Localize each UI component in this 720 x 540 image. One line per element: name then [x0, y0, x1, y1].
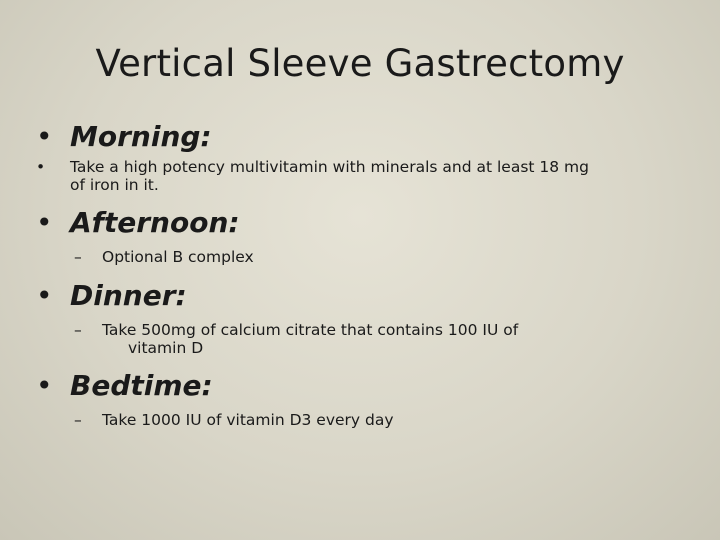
sub-afternoon [36, 249, 696, 267]
bullet-icon: • [36, 206, 53, 240]
dinner-detail-line2: vitamin D [128, 338, 204, 357]
heading-afternoon: Afternoon: [70, 206, 240, 240]
bullet-icon: • [36, 369, 53, 403]
dinner-detail-line1: Take 500mg of calcium citrate that contains 100 IU of [102, 320, 519, 339]
bullet-icon: • [36, 157, 46, 176]
morning-detail-line2: of iron in it. [70, 175, 159, 194]
bullet-icon: • [36, 120, 53, 153]
morning-detail-line1: Take a high potency multivitamin with minerals and at least 18 mg [70, 157, 589, 176]
bullet-afternoon [36, 208, 696, 239]
afternoon-detail: Optional B complex [102, 248, 254, 267]
bullet-morning [36, 122, 696, 153]
dash-icon: – [74, 411, 82, 430]
slide-body [36, 122, 696, 430]
bullet-bedtime [36, 371, 696, 402]
heading-bedtime: Bedtime: [70, 369, 213, 403]
dash-icon: – [74, 320, 82, 339]
sub-bedtime [36, 412, 696, 430]
dash-icon: – [74, 248, 82, 267]
sub-dinner [36, 322, 696, 358]
heading-dinner: Dinner: [70, 279, 187, 313]
bullet-icon: • [36, 279, 53, 313]
bullet-morning-detail [36, 159, 696, 195]
bedtime-detail: Take 1000 IU of vitamin D3 every day [102, 411, 394, 430]
slide-title: Vertical Sleeve Gastrectomy [95, 42, 625, 85]
bullet-dinner [36, 281, 696, 312]
heading-morning: Morning: [70, 120, 212, 153]
